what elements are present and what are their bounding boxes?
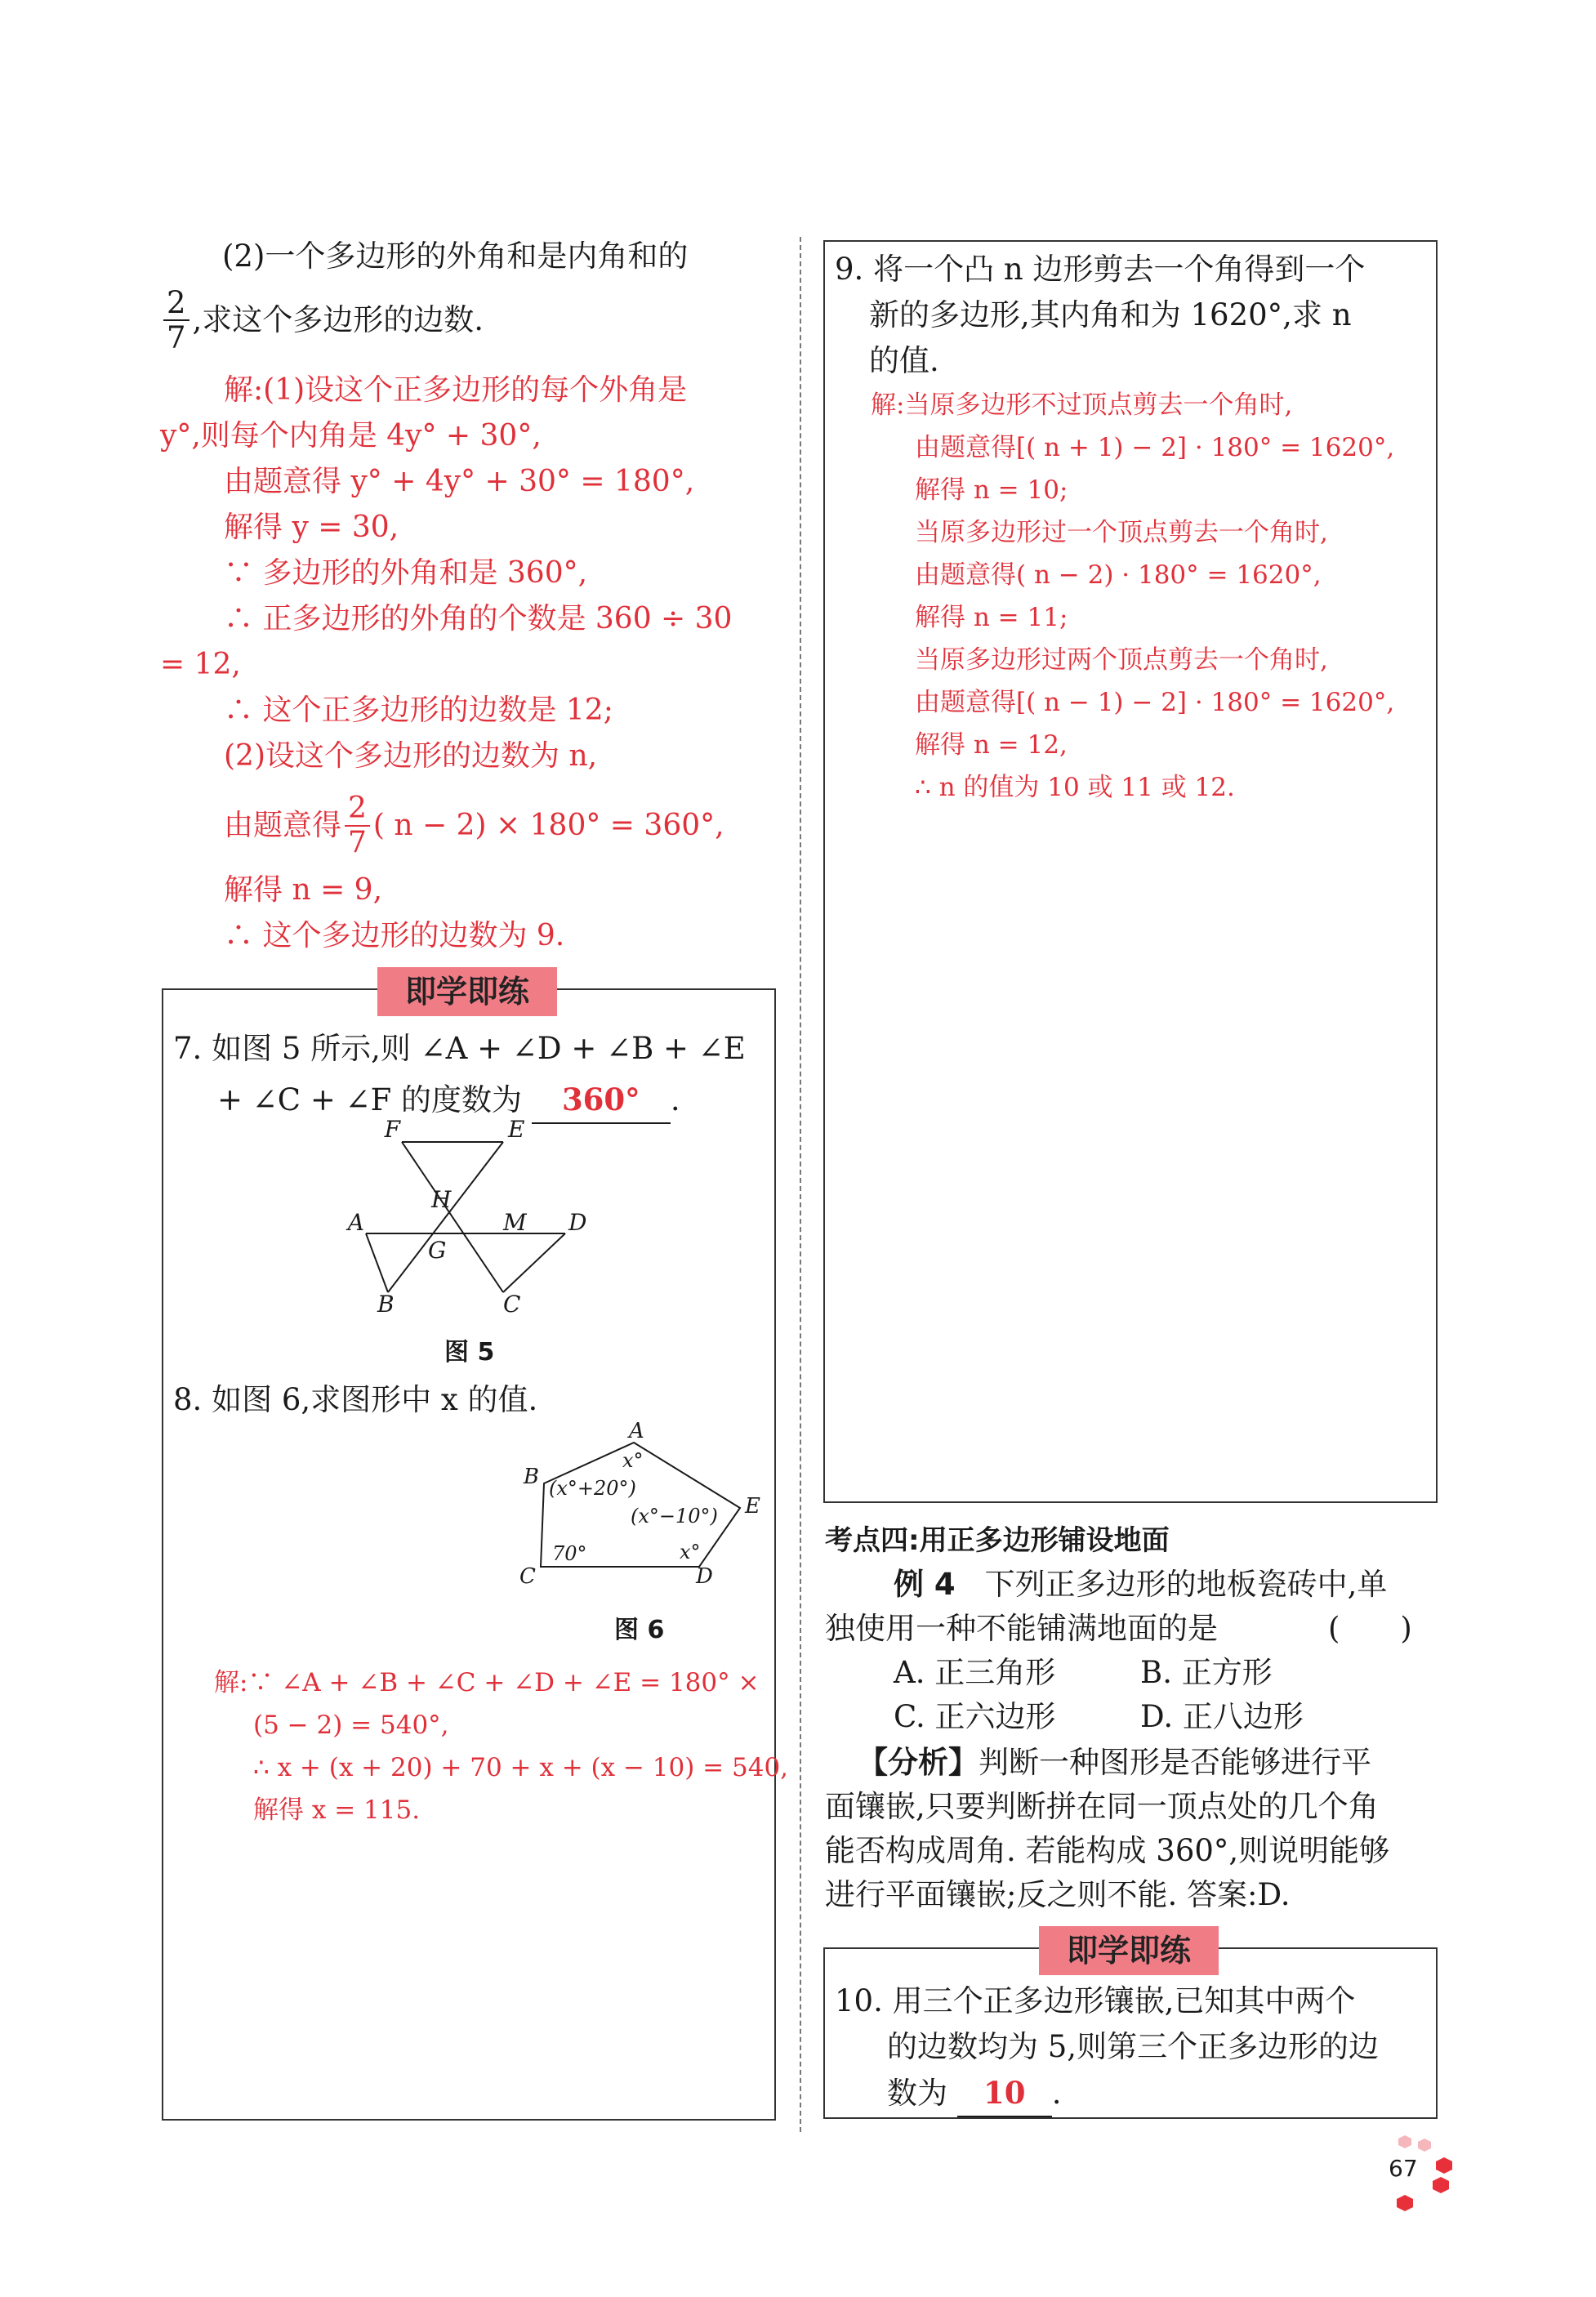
q10-line2: 的边数均为 5,则第三个正多边形的边 [887, 2029, 1380, 2064]
column-divider [800, 237, 801, 2132]
q9-line1: 9. 将一个凸 n 边形剪去一个角得到一个 [835, 252, 1366, 287]
solution-6-line10: 由题意得 $\frac{2}{7}$ ( n − 2) × 180° = 360°, [224, 792, 724, 859]
label-A: A [629, 1421, 644, 1443]
kd4-heading: 考点四:用正多边形铺设地面 [825, 1524, 1170, 1557]
fraction: $\frac{2}{7}$ [163, 288, 189, 353]
q7-answer: 360° [532, 1077, 671, 1124]
angle-E: (x°−10°) [631, 1505, 718, 1528]
answer-paren: ( ) [1328, 1611, 1412, 1646]
q6-part2-line1: (2)一个多边形的外角和是内角和的 [222, 239, 689, 274]
analysis-line4: 进行平面镶嵌;反之则不能. 答案:D. [825, 1877, 1291, 1912]
label-C: C [503, 1291, 521, 1315]
angle-D: x° [680, 1541, 701, 1563]
segment-FC [402, 1142, 503, 1292]
label-D: D [696, 1564, 713, 1589]
q10-answer: 10 [957, 2070, 1052, 2117]
option-A: A. 正三角形 [894, 1655, 1056, 1690]
angle-B: (x°+20°) [549, 1477, 636, 1500]
q10-line3: 数为 10 . [887, 2070, 1062, 2117]
label-B: B [377, 1291, 395, 1315]
option-B: B. 正方形 [1140, 1655, 1273, 1690]
q7-line2: + ∠C + ∠F 的度数为 360° . [217, 1077, 680, 1124]
example4-line1: 例 4 下列正多边形的地板瓷砖中,单 [894, 1567, 1388, 1602]
label-M: M [503, 1209, 527, 1236]
angle-C: 70° [552, 1542, 587, 1565]
q9-line3: 的值. [869, 343, 939, 378]
figure-5-caption: 图 5 [444, 1338, 495, 1367]
option-D: D. 正八边形 [1140, 1699, 1304, 1734]
segment-DC [503, 1233, 565, 1292]
segment-EB [388, 1142, 503, 1292]
label-A: A [347, 1209, 364, 1236]
practice-banner-right: 即学即练 [1039, 1926, 1219, 1975]
label-G: G [428, 1237, 447, 1264]
segment-AB [366, 1233, 388, 1292]
label-B: B [523, 1465, 539, 1489]
label-H: H [431, 1186, 452, 1213]
q6-part2-line2: $\frac{2}{7}$ ,求这个多边形的边数. [160, 288, 484, 353]
label-D: D [568, 1209, 587, 1236]
label-F: F [384, 1119, 400, 1143]
figure-5 [343, 1119, 604, 1315]
page-number: 67 [1389, 2155, 1418, 2182]
analysis-line1: 【分析】判断一种图形是否能够进行平 [858, 1745, 1371, 1780]
practice-banner-left: 即学即练 [377, 967, 557, 1016]
q9-line2: 新的多边形,其内角和为 1620°,求 n [869, 297, 1352, 332]
angle-A: x° [622, 1449, 644, 1472]
example4-line2: 独使用一种不能铺满地面的是 [825, 1611, 1218, 1646]
q7-line1: 7. 如图 5 所示,则 ∠A + ∠D + ∠B + ∠E [173, 1031, 746, 1066]
label-C: C [519, 1564, 536, 1589]
figure-6-caption: 图 6 [614, 1616, 665, 1644]
analysis-line2: 面镶嵌,只要判断拼在同一顶点处的几个角 [825, 1789, 1379, 1824]
analysis-line3: 能否构成周角. 若能构成 360°,则说明能够 [825, 1833, 1390, 1868]
q8-line1: 8. 如图 6,求图形中 x 的值. [173, 1382, 538, 1417]
figure-6 [506, 1421, 768, 1593]
label-E: E [508, 1119, 525, 1143]
label-E: E [745, 1494, 760, 1519]
q10-line1: 10. 用三个正多边形镶嵌,已知其中两个 [835, 1983, 1356, 2018]
option-C: C. 正六边形 [894, 1699, 1056, 1734]
